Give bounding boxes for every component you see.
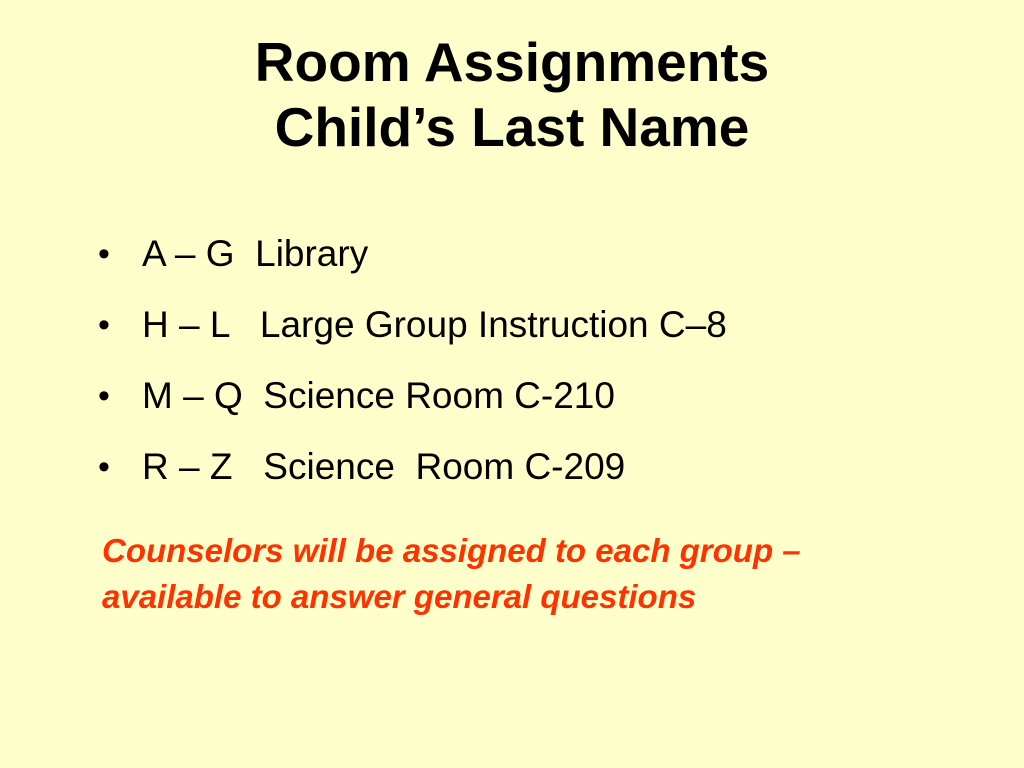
bullet-icon: •: [98, 235, 110, 273]
bullet-icon: •: [98, 306, 110, 344]
list-item-text: M – Q Science Room C-210: [142, 375, 615, 416]
bullet-icon: •: [98, 448, 110, 486]
list-item: [98, 303, 727, 347]
note-line-1: Counselors will be assigned to each group –: [102, 532, 801, 569]
title-line-1: Room Assignments: [254, 31, 770, 93]
list-item-text: H – L Large Group Instruction C–8: [142, 304, 727, 345]
list-item-text: R – Z Science Room C-209: [142, 446, 626, 487]
list-item: [98, 374, 727, 418]
note-line-2: available to answer general questions: [102, 578, 697, 615]
slide-title: [0, 30, 1024, 160]
room-assignment-list: [98, 232, 727, 516]
title-line-2: Child’s Last Name: [274, 96, 750, 158]
counselor-note: [102, 528, 982, 620]
list-item-text: A – G Library: [142, 233, 369, 274]
list-item: [98, 445, 727, 489]
bullet-icon: •: [98, 377, 110, 415]
list-item: [98, 232, 727, 276]
